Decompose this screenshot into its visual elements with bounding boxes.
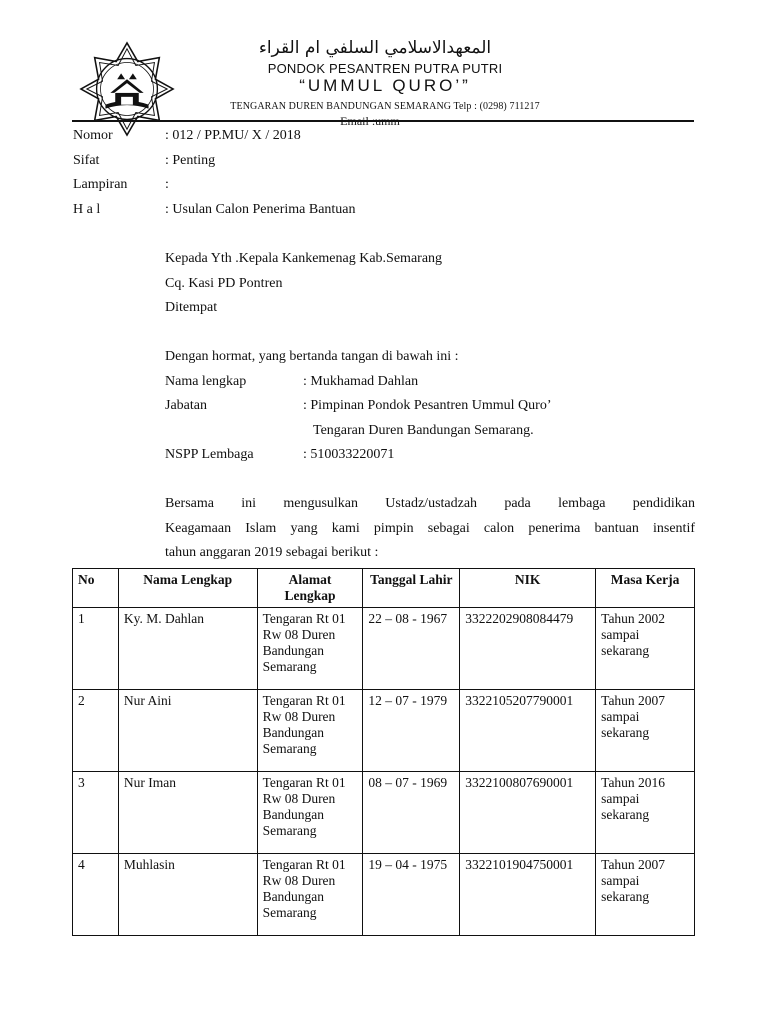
cell-masa-kerja: Tahun 2016 sampai sekarang [596, 771, 695, 853]
cell-alamat: Tengaran Rt 01 Rw 08 Duren Bandungan Semarang [257, 853, 363, 935]
cell-no: 2 [73, 689, 119, 771]
cell-nama: Muhlasin [118, 853, 257, 935]
nama-label: Nama lengkap [165, 374, 247, 389]
header-alamat: Alamat Lengkap [257, 569, 363, 608]
sifat-label: Sifat [73, 153, 100, 168]
cell-nik: 3322100807690001 [460, 771, 596, 853]
recipient-line-2: Cq. Kasi PD Pontren [165, 276, 283, 291]
cell-tanggal: 12 – 07 - 1979 [363, 689, 460, 771]
sifat-value: : Penting [165, 153, 216, 168]
lampiran-label: Lampiran [73, 177, 128, 192]
body-paragraph [165, 492, 695, 566]
jabatan-value-2: Tengaran Duren Bandungan Semarang. [313, 423, 534, 438]
table-row [73, 853, 695, 935]
cell-alamat: Tengaran Rt 01 Rw 08 Duren Bandungan Semarang [257, 607, 363, 689]
candidate-table [72, 568, 695, 936]
table-row [73, 771, 695, 853]
cell-masa-kerja: Tahun 2002 sampai sekarang [596, 607, 695, 689]
header-tanggal: Tanggal Lahir [363, 569, 460, 608]
cell-nama: Ky. M. Dahlan [118, 607, 257, 689]
recipient-line-1: Kepada Yth .Kepala Kankemenag Kab.Semarang [165, 251, 443, 266]
cell-nama: Nur Iman [118, 771, 257, 853]
nomor-value: : 012 / PP.MU/ X / 2018 [165, 128, 301, 143]
cell-nama: Nur Aini [118, 689, 257, 771]
cell-no: 1 [73, 607, 119, 689]
body-line-2: Keagamaan Islam yang kami pimpin sebagai calon penerima bantuan insentif [165, 520, 695, 536]
cell-tanggal: 19 – 04 - 1975 [363, 853, 460, 935]
cell-no: 4 [73, 853, 119, 935]
recipient-line-3: Ditempat [165, 300, 218, 315]
header-masa-kerja: Masa Kerja [596, 569, 695, 608]
cell-alamat: Tengaran Rt 01 Rw 08 Duren Bandungan Semarang [257, 771, 363, 853]
nomor-label: Nomor [73, 128, 113, 143]
header-nama: Nama Lengkap [118, 569, 257, 608]
table-row [73, 607, 695, 689]
header-nik: NIK [460, 569, 596, 608]
jabatan-value: : Pimpinan Pondok Pesantren Ummul Quro’ [303, 398, 552, 413]
letterhead-ummul: “UMMUL QURO’” [299, 76, 471, 95]
lampiran-value: : [165, 177, 169, 192]
cell-nik: 3322202908084479 [460, 607, 596, 689]
header-no: No [73, 569, 119, 608]
nama-value: : Mukhamad Dahlan [303, 374, 419, 389]
letterhead-arabic: المعهدالاسلامي السلفي ام القراء [258, 38, 492, 58]
cell-masa-kerja: Tahun 2007 sampai sekarang [596, 689, 695, 771]
letterhead-email: Email :umm [340, 114, 400, 128]
cell-tanggal: 22 – 08 - 1967 [363, 607, 460, 689]
table-row [73, 689, 695, 771]
hal-label: H a l [73, 202, 101, 217]
jabatan-label: Jabatan [165, 398, 207, 413]
cell-no: 3 [73, 771, 119, 853]
body-line-3: tahun anggaran 2019 sebagai berikut : [165, 545, 379, 560]
cell-nik: 3322105207790001 [460, 689, 596, 771]
cell-alamat: Tengaran Rt 01 Rw 08 Duren Bandungan Semarang [257, 689, 363, 771]
hal-value: : Usulan Calon Penerima Bantuan [165, 202, 356, 217]
pesantren-logo [78, 40, 176, 138]
cell-masa-kerja: Tahun 2007 sampai sekarang [596, 853, 695, 935]
nspp-label: NSPP Lembaga [165, 447, 254, 462]
nspp-value: : 510033220071 [303, 447, 395, 462]
cell-tanggal: 08 – 07 - 1969 [363, 771, 460, 853]
opening-line: Dengan hormat, yang bertanda tangan di bawah ini : [165, 349, 459, 364]
cell-nik: 3322101904750001 [460, 853, 596, 935]
body-line-1: Bersama ini mengusulkan Ustadz/ustadzah pada lembaga pendidikan [165, 496, 695, 511]
table-header-row [73, 569, 695, 608]
letterhead-address: TENGARAN DUREN BANDUNGAN SEMARANG Telp : (0298) 711217 [230, 101, 540, 112]
letterhead-name: PONDOK PESANTREN PUTRA PUTRI [267, 61, 503, 76]
